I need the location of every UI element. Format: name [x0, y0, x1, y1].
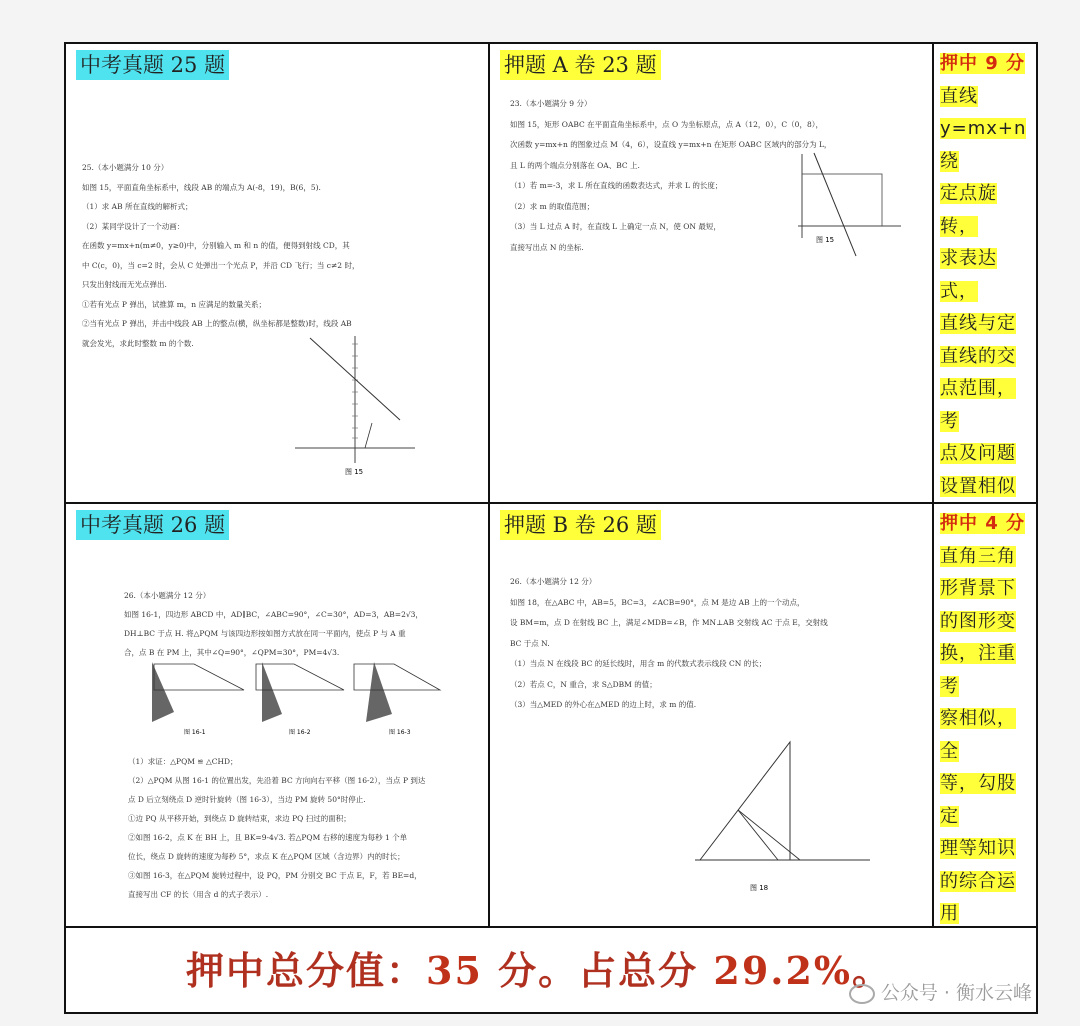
text-line: 直接写出 CF 的长（用含 d 的式子表示）. [128, 890, 269, 899]
text-line: 直接写出点 N 的坐标. [510, 242, 584, 252]
exam-q26-fig3-label: 图 16-3 [389, 729, 411, 736]
cell-exam-q26 [66, 504, 490, 928]
text-line: ③如图 16-3，在△PQM 旋转过程中，设 PQ，PM 分别交 BC 于点 E，F，若 BE=d， [128, 871, 422, 880]
exam-q25-text [82, 158, 359, 353]
summary-percent: 29.2% [713, 948, 853, 993]
text-line: 押中 4 分 [940, 513, 1026, 534]
text-line: 设 BM=m，点 D 在射线 BC 上，满足∠MDB=∠B，作 MN⊥AB 交射线 AC 于点 E，交射线 [510, 618, 828, 627]
text-line: （1）求 AB 所在直线的解析式； [82, 202, 193, 211]
exam-q26-fig2-label: 图 16-2 [289, 729, 311, 736]
text-line: 理等知识 [940, 838, 1016, 859]
exam-q26-tag: 中考真题 26 题 [76, 510, 229, 540]
text-line: 等，勾股定 [940, 773, 1016, 827]
text-line: 如图 16-1，四边形 ABCD 中，AD∥BC，∠ABC=90°，∠C=30°，AD=3，AB=2√3， [124, 610, 423, 619]
text-line: （1）若 m=-3，求 L 所在直线的函数表达式，并求 L 的长度； [510, 181, 723, 190]
exam-q26-text-b [128, 752, 425, 904]
watermark [849, 978, 1032, 1005]
text-line: 次函数 y=mx+n 的图象过点 M（4，6），设直线 y=mx+n 在矩形 OABC 区域内的部分为 L， [510, 140, 832, 149]
text-line: 的图形变 [940, 610, 1016, 632]
text-line: BC 于点 N. [510, 638, 550, 648]
mock-a-q23-tag: 押题 A 卷 23 题 [500, 50, 661, 80]
text-line: 如图 15，矩形 OABC 在平面直角坐标系中，点 O 为坐标原点，点 A（12，0），C（0，8）， [510, 119, 823, 129]
text-line: 23.（本小题满分 9 分） [510, 99, 592, 108]
fig-16-2 [256, 662, 344, 736]
comparison-sheet [64, 42, 1038, 1014]
text-line: （2）某同学设计了一个动画： [82, 221, 185, 231]
summary-suffix: 。 [852, 948, 893, 993]
text-line: 直线 [940, 85, 978, 107]
text-line: 的综合运 [940, 870, 1016, 892]
text-line: 点及问题 [940, 443, 1016, 464]
cell-mock-a-q23 [490, 44, 934, 504]
summary-score: 35 [426, 948, 483, 993]
text-line: 察相似，全 [940, 708, 1016, 762]
text-line: 设置相似 [940, 475, 1016, 497]
cell-mock-b-q26 [490, 504, 934, 928]
text-line: 如图 18，在△ABC 中，AB=5，BC=3，∠ACB=90°，点 M 是边 AB 上的一个动点， [510, 597, 805, 607]
text-line: y=mx+n 绕 [940, 118, 1027, 172]
watermark-text: 公众号 · 衡水云峰 [880, 982, 1032, 1004]
text-line: 只发出射线而无光点弹出. [82, 280, 167, 289]
exam-q25-tag: 中考真题 25 题 [76, 50, 229, 80]
text-line: 定点旋转， [940, 183, 997, 237]
text-line: 求表达式， [940, 248, 997, 302]
text-line: 押中 9 分 [940, 53, 1026, 74]
text-line: 合，点 B 在 PM 上，其中∠Q=90°，∠QPM=30°，PM=4√3. [124, 648, 340, 657]
cell-note-4pts [934, 504, 1036, 928]
text-line: 形背景下 [940, 578, 1016, 599]
text-line: 直线与定 [940, 313, 1016, 334]
text-line: 26.（本小题满分 12 分） [124, 591, 211, 600]
cell-note-9pts [934, 44, 1036, 504]
text-line: ①边 PQ 从平移开始，到绕点 D 旋转结束，求边 PQ 扫过的面积； [128, 814, 351, 823]
summary-mid: 分。占总分 [482, 948, 714, 993]
mock-b-q26-fig-label: 图 18 [750, 884, 769, 892]
text-line: 位长，绕点 D 旋转的速度为每秒 5°，求点 K 在△PQM 区域（含边界）内的时长； [128, 852, 405, 861]
text-line: 直角三角 [940, 545, 1016, 567]
text-line: （2）求 m 的取值范围； [510, 201, 595, 211]
text-line: ②如图 16-2，点 K 在 BH 上，且 BK=9-4√3. 若△PQM 右移的速度为每秒 1 个单 [128, 833, 408, 842]
mock-b-q26-tag: 押题 B 卷 26 题 [500, 510, 661, 540]
text-line: 如图 15，平面直角坐标系中，线段 AB 的端点为 A(-8，19)，B(6，5). [82, 182, 321, 192]
text-line: 在函数 y=mx+n(m≠0，y≥0)中，分别输入 m 和 n 的值，便得到射线 CD，其 [82, 241, 350, 250]
text-line: （3）当 L 过点 A 时，在直线 L 上确定一点 N，使 ON 最短， [510, 222, 721, 231]
text-line: 25.（本小题满分 10 分） [82, 163, 169, 172]
text-line: （1）当点 N 在线段 BC 的延长线时，用含 m 的代数式表示线段 CN 的长； [510, 659, 767, 668]
text-line: 点 D 后立刻绕点 D 逆时针旋转（图 16-3），当边 PM 旋转 50°时停止. [128, 795, 366, 804]
mock-a-q23-figure [786, 148, 906, 260]
text-line: （2）若点 C，N 重合，求 S△DBM 的值； [510, 679, 657, 689]
fig-16-3 [354, 662, 440, 736]
text-line: ①若有光点 P 弹出，试推算 m，n 应满足的数量关系； [82, 299, 267, 309]
text-line: 就会发光，求此时整数 m 的个数. [82, 338, 194, 348]
text-line: 26.（本小题满分 12 分） [510, 577, 597, 586]
text-line: 点范围，考 [940, 378, 1016, 432]
exam-q26-text-a [124, 586, 423, 662]
fig-16-1 [152, 662, 244, 736]
text-line: 且 L 的两个端点分别落在 OA、BC 上. [510, 160, 640, 170]
exam-q25-figure [290, 328, 420, 478]
text-line: 中 C(c，0)，当 c=2 时，会从 C 处弹出一个光点 P，并沿 CD 飞行；当 c≠2 时， [82, 260, 360, 270]
note-9pts-text [940, 48, 1028, 504]
wechat-icon [849, 984, 875, 1004]
exam-q25-fig-label: 图 15 [345, 468, 364, 476]
text-line: ②当有光点 P 弹出，并击中线段 AB 上的整点(横，纵坐标都是整数)时，线段 AB [82, 319, 352, 328]
note-4pts-text [940, 508, 1028, 928]
text-line: 换，注重考 [940, 643, 1016, 697]
text-line: （2）△PQM 从图 16-1 的位置出发，先沿着 BC 方向向右平移（图 16-2），当点 P 到达 [128, 776, 426, 785]
text-line: （1）求证：△PQM ≌ △CHD； [128, 757, 238, 766]
mock-a-q23-text [510, 94, 831, 258]
cell-exam-q25 [66, 44, 490, 504]
exam-q26-fig1-label: 图 16-1 [184, 729, 206, 736]
text-line: 直线的交 [940, 345, 1016, 367]
exam-q26-figures [144, 654, 444, 744]
mock-b-q26-text [510, 572, 828, 716]
summary-prefix: 押中总分值： [186, 948, 427, 993]
summary-row [66, 928, 1036, 1012]
text-line: 用 [940, 903, 959, 924]
text-line: （3）当△MED 的外心在△MED 的边上时，求 m 的值. [510, 700, 697, 709]
mock-b-q26-figure [690, 732, 890, 892]
mock-a-q23-fig-label: 图 15 [816, 236, 835, 244]
summary-text [186, 940, 892, 995]
text-line: DH⊥BC 于点 H. 将△PQM 与该四边形按如图方式放在同一平面内，使点 P 与 A 重 [124, 629, 406, 638]
